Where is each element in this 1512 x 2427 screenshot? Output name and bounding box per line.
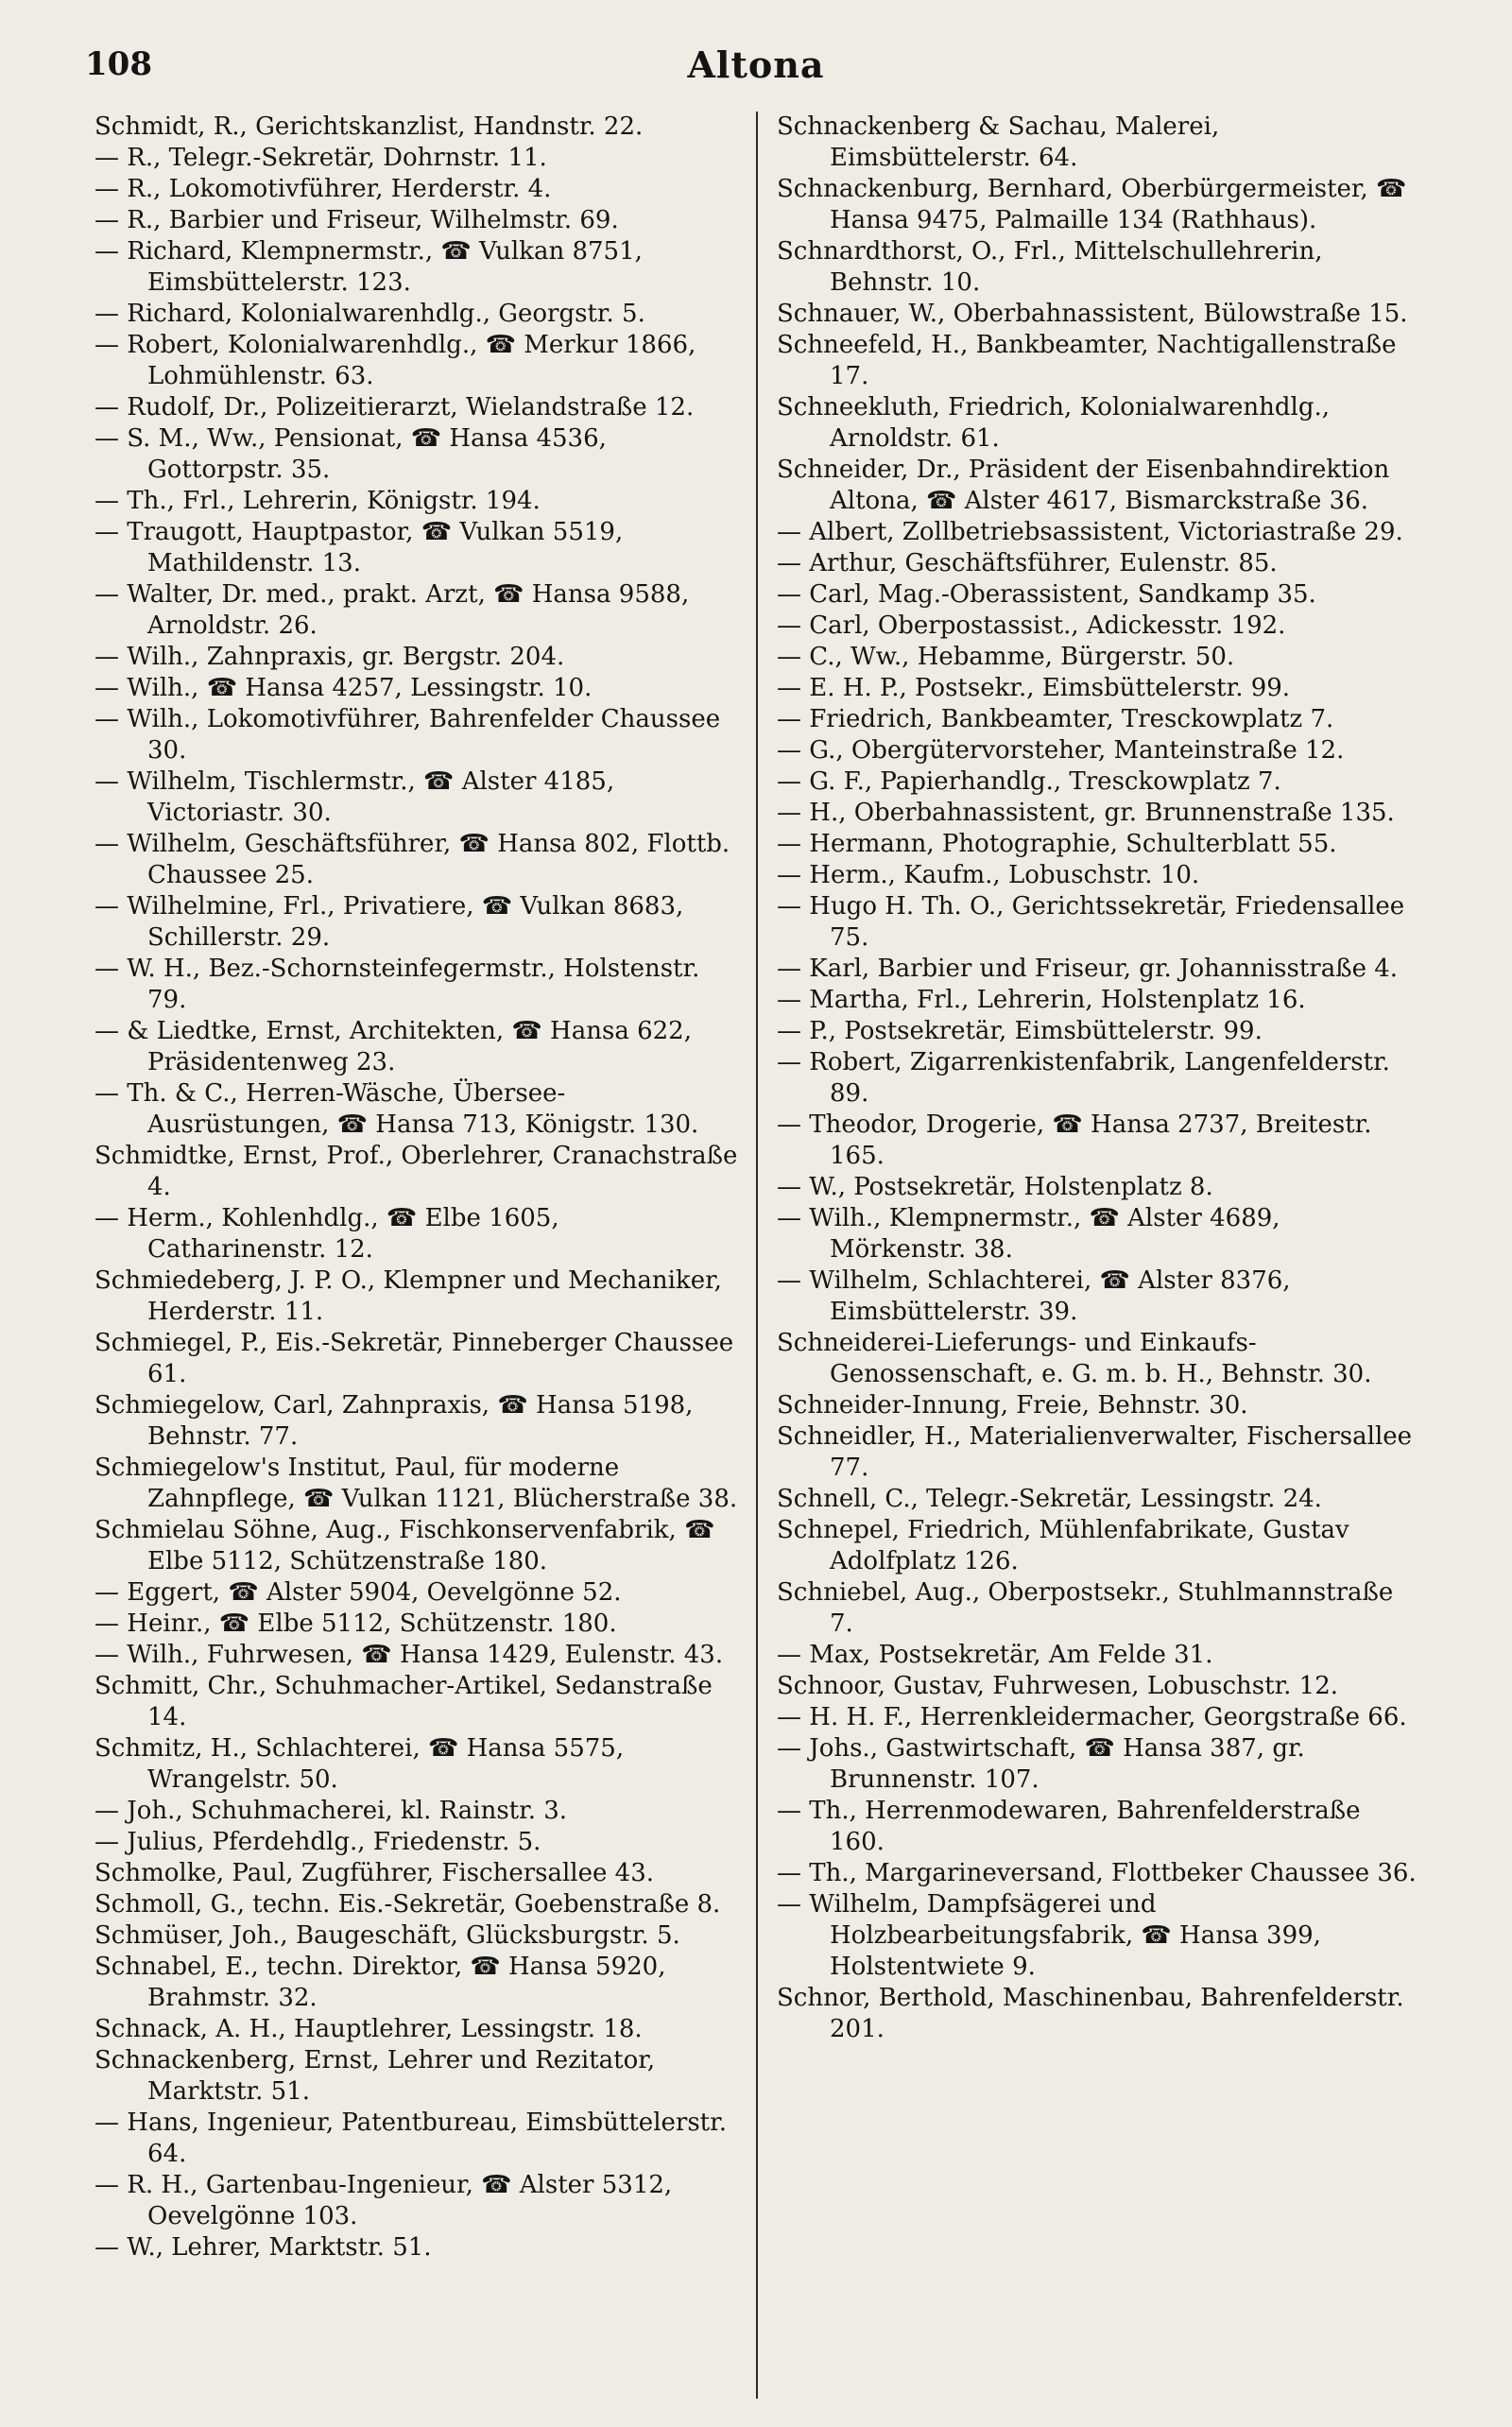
directory-entry: — Carl, Oberpostassist., Adickesstr. 192. bbox=[777, 611, 1286, 640]
directory-entry: — Julius, Pferdehdlg., Friedenstr. 5. bbox=[94, 1828, 541, 1856]
directory-entry: Schmiegelow's Institut, Paul, für moderne Zahnpflege, ☎ Vulkan 1121, Blücherstraße 38. bbox=[94, 1454, 738, 1513]
directory-entry: Schnackenberg & Sachau, Malerei, Eimsbüttelerstr. 64. bbox=[777, 112, 1220, 172]
directory-entry: — Wilh., Lokomotivführer, Bahrenfelder Chaussee 30. bbox=[94, 705, 721, 765]
directory-entry: Schnoor, Gustav, Fuhrwesen, Lobuschstr. 12. bbox=[777, 1672, 1339, 1700]
directory-entry: Schmiegel, P., Eis.-Sekretär, Pinneberger Chaussee 61. bbox=[94, 1329, 734, 1388]
directory-entry: Schnabel, E., techn. Direktor, ☎ Hansa 5920, Brahmstr. 32. bbox=[94, 1953, 666, 2012]
directory-entry: — Karl, Barbier und Friseur, gr. Johannisstraße 4. bbox=[777, 955, 1399, 983]
directory-entry: Schmidtke, Ernst, Prof., Oberlehrer, Cranachstraße 4. bbox=[94, 1142, 738, 1201]
directory-entry: Schmoll, G., techn. Eis.-Sekretär, Goebenstraße 8. bbox=[94, 1890, 721, 1919]
directory-entry: Schnor, Berthold, Maschinenbau, Bahrenfelderstr. 201. bbox=[777, 1984, 1404, 2043]
directory-entry: Schnack, A. H., Hauptlehrer, Lessingstr. 18. bbox=[94, 2015, 643, 2043]
directory-entry: Schmidt, R., Gerichtskanzlist, Handnstr. 22. bbox=[94, 112, 644, 141]
directory-entry: — Richard, Klempnermstr., ☎ Vulkan 8751, Eimsbüttelerstr. 123. bbox=[94, 237, 643, 297]
directory-entry: Schniebel, Aug., Oberpostsekr., Stuhlmannstraße 7. bbox=[777, 1578, 1394, 1638]
directory-entry: — Rudolf, Dr., Polizeitierarzt, Wielandstraße 12. bbox=[94, 393, 695, 422]
directory-entry: — Wilh., Klempnermstr., ☎ Alster 4689, Mörkenstr. 38. bbox=[777, 1204, 1280, 1264]
directory-entry: — G. F., Papierhandlg., Tresckowplatz 7. bbox=[777, 767, 1281, 796]
directory-entry: Schmitz, H., Schlachterei, ☎ Hansa 5575, Wrangelstr. 50. bbox=[94, 1734, 625, 1794]
directory-entry: — H. H. F., Herrenkleidermacher, Georgstraße 66. bbox=[777, 1703, 1407, 1731]
directory-entry: — Friedrich, Bankbeamter, Tresckowplatz 7. bbox=[777, 705, 1334, 733]
directory-entry: — R., Barbier und Friseur, Wilhelmstr. 69. bbox=[94, 206, 619, 234]
directory-entry: Schnell, C., Telegr.-Sekretär, Lessingstr. 24. bbox=[777, 1485, 1322, 1513]
directory-entry: — Wilhelmine, Frl., Privatiere, ☎ Vulkan 8683, Schillerstr. 29. bbox=[94, 892, 684, 952]
directory-entry: Schmüser, Joh., Baugeschäft, Glücksburgstr. 5. bbox=[94, 1921, 680, 1950]
directory-entry: Schneiderei-Lieferungs- und Einkaufs-Genossenschaft, e. G. m. b. H., Behnstr. 30. bbox=[777, 1329, 1372, 1388]
directory-entry: Schmielau Söhne, Aug., Fischkonservenfabrik, ☎ Elbe 5112, Schützenstraße 180. bbox=[94, 1516, 715, 1575]
directory-entry: — Hermann, Photographie, Schulterblatt 55. bbox=[777, 830, 1337, 858]
directory-entry: Schnardthorst, O., Frl., Mittelschullehrerin, Behnstr. 10. bbox=[777, 237, 1323, 297]
directory-entry: — Walter, Dr. med., prakt. Arzt, ☎ Hansa 9588, Arnoldstr. 26. bbox=[94, 580, 690, 640]
directory-entry: — Eggert, ☎ Alster 5904, Oevelgönne 52. bbox=[94, 1578, 622, 1607]
directory-entry: — Hans, Ingenieur, Patentbureau, Eimsbüttelerstr. 64. bbox=[94, 2109, 727, 2168]
directory-entry: Schmitt, Chr., Schuhmacher-Artikel, Sedanstraße 14. bbox=[94, 1672, 713, 1731]
directory-columns bbox=[94, 112, 1436, 2399]
directory-entry: — Arthur, Geschäftsführer, Eulenstr. 85. bbox=[777, 549, 1278, 577]
directory-entry: Schnauer, W., Oberbahnassistent, Bülowstraße 15. bbox=[777, 300, 1408, 328]
directory-entry: — Th. & C., Herren-Wäsche, Übersee-Ausrüstungen, ☎ Hansa 713, Königstr. 130. bbox=[94, 1079, 699, 1139]
directory-entry: — Heinr., ☎ Elbe 5112, Schützenstr. 180. bbox=[94, 1609, 617, 1638]
directory-entry: — Wilh., ☎ Hansa 4257, Lessingstr. 10. bbox=[94, 674, 593, 702]
directory-entry: — P., Postsekretär, Eimsbüttelerstr. 99. bbox=[777, 1017, 1263, 1045]
directory-entry: — Johs., Gastwirtschaft, ☎ Hansa 387, gr. Brunnenstr. 107. bbox=[777, 1734, 1305, 1794]
directory-entry: Schnackenberg, Ernst, Lehrer und Rezitator, Marktstr. 51. bbox=[94, 2046, 656, 2106]
directory-entry: Schnepel, Friedrich, Mühlenfabrikate, Gustav Adolfplatz 126. bbox=[777, 1516, 1349, 1575]
directory-entry: — W., Postsekretär, Holstenplatz 8. bbox=[777, 1173, 1213, 1201]
directory-entry: — Herm., Kohlenhdlg., ☎ Elbe 1605, Catharinenstr. 12. bbox=[94, 1204, 559, 1264]
directory-entry: — R., Lokomotivführer, Herderstr. 4. bbox=[94, 175, 552, 203]
directory-entry: — Wilhelm, Schlachterei, ☎ Alster 8376, Eimsbüttelerstr. 39. bbox=[777, 1266, 1291, 1326]
directory-entry: Schneider, Dr., Präsident der Eisenbahndirektion Altona, ☎ Alster 4617, Bismarckstraße 36. bbox=[777, 456, 1390, 515]
directory-entry: — H., Oberbahnassistent, gr. Brunnenstraße 135. bbox=[777, 799, 1395, 827]
directory-entry: — Th., Herrenmodewaren, Bahrenfelderstraße 160. bbox=[777, 1797, 1361, 1856]
directory-entry: — Th., Frl., Lehrerin, Königstr. 194. bbox=[94, 487, 541, 515]
directory-entry: Schneefeld, H., Bankbeamter, Nachtigallenstraße 17. bbox=[777, 331, 1397, 390]
directory-entry: Schnackenburg, Bernhard, Oberbürgermeister, ☎ Hansa 9475, Palmaille 134 (Rathhaus). bbox=[777, 175, 1407, 234]
directory-entry: — Wilhelm, Tischlermstr., ☎ Alster 4185, Victoriastr. 30. bbox=[94, 767, 615, 827]
left-column bbox=[94, 112, 756, 2399]
directory-entry: Schneekluth, Friedrich, Kolonialwarenhdlg., Arnoldstr. 61. bbox=[777, 393, 1330, 453]
directory-entry: Schneider-Innung, Freie, Behnstr. 30. bbox=[777, 1391, 1248, 1420]
directory-entry: Schmiedeberg, J. P. O., Klempner und Mechaniker, Herderstr. 11. bbox=[94, 1266, 722, 1326]
directory-entry: — Robert, Kolonialwarenhdlg., ☎ Merkur 1866, Lohmühlenstr. 63. bbox=[94, 331, 696, 390]
directory-entry: — Wilhelm, Dampfsägerei und Holzbearbeitungsfabrik, ☎ Hansa 399, Holstentwiete 9. bbox=[777, 1890, 1321, 1981]
directory-entry: — Herm., Kaufm., Lobuschstr. 10. bbox=[777, 861, 1200, 889]
directory-entry: — Richard, Kolonialwarenhdlg., Georgstr. 5. bbox=[94, 300, 645, 328]
directory-entry: — Wilh., Fuhrwesen, ☎ Hansa 1429, Eulenstr. 43. bbox=[94, 1641, 724, 1669]
running-head: Altona bbox=[687, 43, 825, 86]
directory-entry: — W. H., Bez.-Schornsteinfegermstr., Holstenstr. 79. bbox=[94, 955, 700, 1014]
directory-entry: — Carl, Mag.-Oberassistent, Sandkamp 35. bbox=[777, 580, 1316, 609]
page-number: 108 bbox=[85, 45, 152, 83]
directory-entry: — & Liedtke, Ernst, Architekten, ☎ Hansa 622, Präsidentenweg 23. bbox=[94, 1017, 692, 1076]
directory-entry: Schmiegelow, Carl, Zahnpraxis, ☎ Hansa 5198, Behnstr. 77. bbox=[94, 1391, 694, 1451]
directory-entry: — R. H., Gartenbau-Ingenieur, ☎ Alster 5312, Oevelgönne 103. bbox=[94, 2171, 673, 2230]
directory-entry: Schmolke, Paul, Zugführer, Fischersallee 43. bbox=[94, 1859, 654, 1887]
directory-entry: — Th., Margarineversand, Flottbeker Chaussee 36. bbox=[777, 1859, 1417, 1887]
directory-entry: — Wilhelm, Geschäftsführer, ☎ Hansa 802, Flottb. Chaussee 25. bbox=[94, 830, 730, 889]
directory-entry: — R., Telegr.-Sekretär, Dohrnstr. 11. bbox=[94, 144, 547, 172]
directory-entry: — Theodor, Drogerie, ☎ Hansa 2737, Breitestr. 165. bbox=[777, 1110, 1372, 1170]
directory-entry: — Albert, Zollbetriebsassistent, Victoriastraße 29. bbox=[777, 518, 1403, 546]
directory-entry: — G., Obergütervorsteher, Manteinstraße 12. bbox=[777, 736, 1345, 765]
directory-entry: Schneidler, H., Materialienverwalter, Fischersallee 77. bbox=[777, 1422, 1413, 1482]
directory-entry: — Martha, Frl., Lehrerin, Holstenplatz 16. bbox=[777, 986, 1306, 1014]
right-column bbox=[756, 112, 1418, 2399]
directory-entry: — S. M., Ww., Pensionat, ☎ Hansa 4536, Gottorpstr. 35. bbox=[94, 424, 607, 484]
directory-entry: — E. H. P., Postsekr., Eimsbüttelerstr. 99. bbox=[777, 674, 1291, 702]
page-header bbox=[85, 36, 1427, 93]
directory-entry: — Wilh., Zahnpraxis, gr. Bergstr. 204. bbox=[94, 643, 565, 671]
directory-entry: — Hugo H. Th. O., Gerichtssekretär, Friedensallee 75. bbox=[777, 892, 1405, 952]
directory-entry: — Joh., Schuhmacherei, kl. Rainstr. 3. bbox=[94, 1797, 568, 1825]
directory-entry: — C., Ww., Hebamme, Bürgerstr. 50. bbox=[777, 643, 1235, 671]
directory-entry: — W., Lehrer, Marktstr. 51. bbox=[94, 2233, 432, 2262]
directory-entry: — Traugott, Hauptpastor, ☎ Vulkan 5519, Mathildenstr. 13. bbox=[94, 518, 624, 577]
directory-entry: — Robert, Zigarrenkistenfabrik, Langenfelderstr. 89. bbox=[777, 1048, 1390, 1108]
directory-entry: — Max, Postsekretär, Am Felde 31. bbox=[777, 1641, 1213, 1669]
